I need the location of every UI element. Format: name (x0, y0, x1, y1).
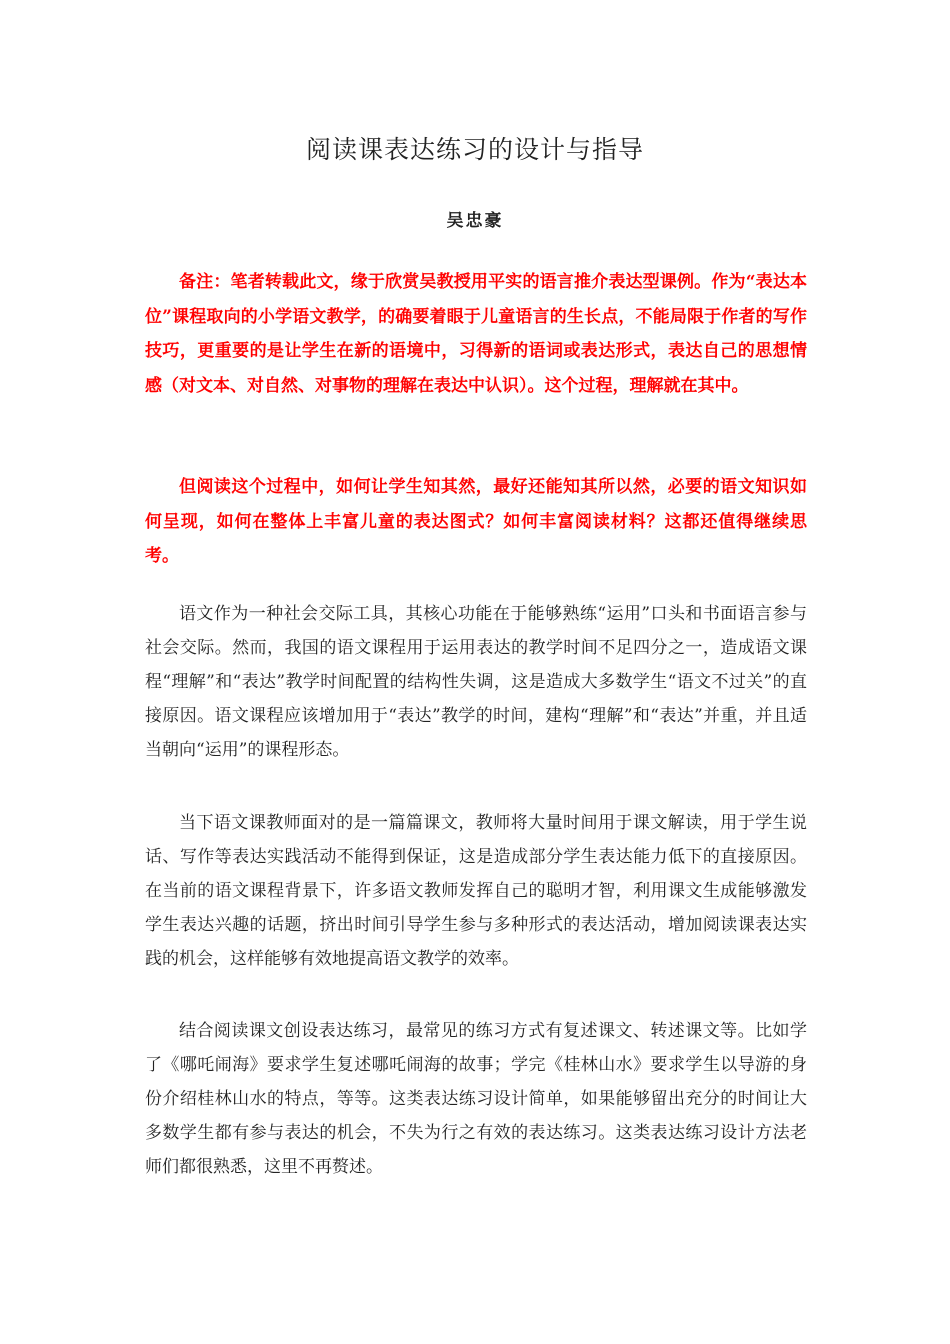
body-paragraph: 语文作为一种社会交际工具，其核心功能在于能够熟练“运用”口头和书面语言参与社会交际。然而，我国的语文课程用于运用表达的教学时间不足四分之一，造成语文课程“理解”和“表达”教学时间配置的结构性失调，这是造成大多数学生“语文不过关”的直接原因。语文课程应该增加用于“表达”教学的时间，建构“理解”和“表达”并重，并且适当朝向“运用”的课程形态。 (145, 604, 807, 760)
body-paragraph: 结合阅读课文创设表达练习，最常见的练习方式有复述课文、转述课文等。比如学了《哪吒闹海》要求学生复述哪吒闹海的故事；学完《桂林山水》要求学生以导游的身份介绍桂林山水的特点，等等。这类表达练习设计简单，如果能够留出充分的时间让大多数学生都有参与表达的机会，不失为行之有效的表达练习。这类表达练习设计方法老师们都很熟悉，这里不再赘述。 (145, 1021, 807, 1177)
editor-note-paragraph: 备注：笔者转载此文，缘于欣赏吴教授用平实的语言推介表达型课例。作为“表达本位”课程取向的小学语文教学，的确要着眼于儿童语言的生长点，不能局限于作者的写作技巧，更重要的是让学生在新的语境中，习得新的语词或表达形式，表达自己的思想情感（对文本、对自然、对事物的理解在表达中认识）。这个过程，理解就在其中。 (145, 272, 807, 396)
editor-note-paragraph: 但阅读这个过程中，如何让学生知其然，最好还能知其所以然，必要的语文知识如何呈现，如何在整体上丰富儿童的表达图式？如何丰富阅读材料？这都还值得继续思考。 (145, 477, 807, 566)
document-title: 阅读课表达练习的设计与指导 (305, 135, 644, 164)
document-author: 吴忠豪 (446, 211, 504, 231)
body-paragraph: 当下语文课教师面对的是一篇篇课文，教师将大量时间用于课文解读，用于学生说话、写作等表达实践活动不能得到保证，这是造成部分学生表达能力低下的直接原因。在当前的语文课程背景下，许多语文教师发挥自己的聪明才智，利用课文生成能够激发学生表达兴趣的话题，挤出时间引导学生参与多种形式的表达活动，增加阅读课表达实践的机会，这样能够有效地提高语文教学的效率。 (145, 813, 807, 969)
